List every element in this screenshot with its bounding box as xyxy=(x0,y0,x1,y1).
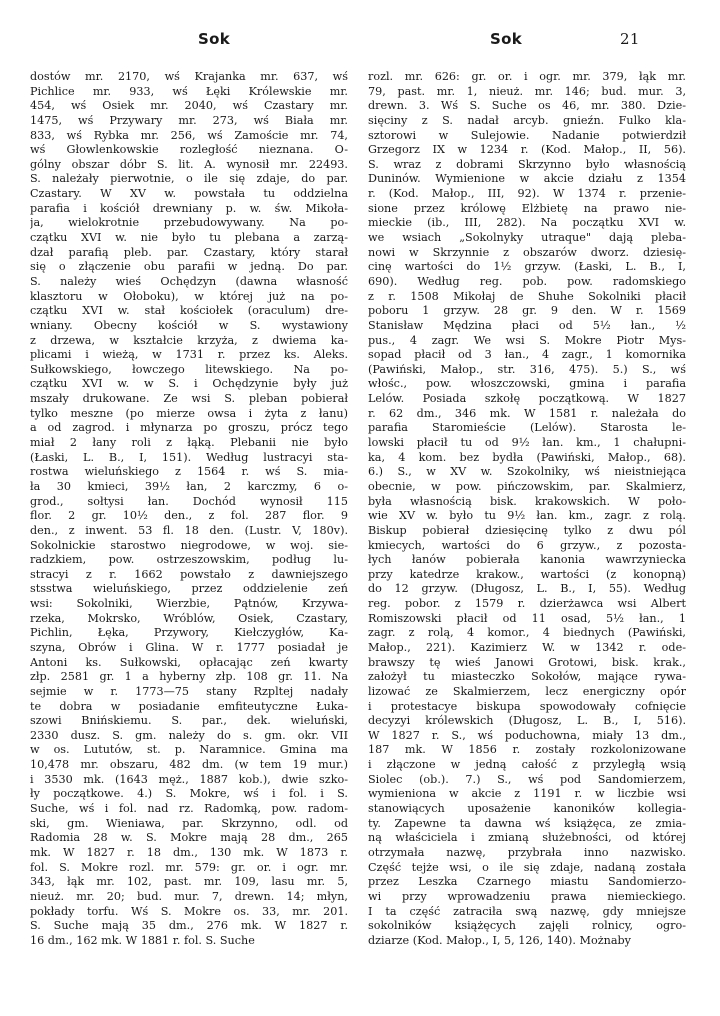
text-line: Lelów. Posiada szkołę początkową. W 1827 xyxy=(368,392,686,406)
text-line: S. Suche mają 35 dm., 276 mk. W 1827 r. xyxy=(30,919,348,933)
text-line: miał 2 łany roli z łąką. Plebanii nie było xyxy=(30,436,348,450)
text-line: ski, gm. Wieniawa, par. Skrzynno, odl. od xyxy=(30,816,348,830)
text-line: szowi Bnińskiemu. S. par., dek. wieluński, xyxy=(30,714,348,728)
text-column-right xyxy=(368,70,686,948)
text-line: 187 mk. W 1856 r. zostały rozkolonizowane xyxy=(368,743,686,757)
text-line: pokłady torfu. Wś S. Mokre os. 33, mr. 201. xyxy=(30,904,348,918)
text-line: sopad płacił od 3 łan., 4 zagr., 1 komornika xyxy=(368,348,686,362)
text-line: klasztoru w Ołoboku), w której już na po- xyxy=(30,289,348,303)
text-line: I ta część zatraciła swą nazwę, gdy mniejsze xyxy=(368,904,686,918)
text-line: lowski płacił tu od 9½ łan. km., 1 chałupni- xyxy=(368,436,686,450)
text-line: i złączone w jedną całość z przyległą wsią xyxy=(368,758,686,772)
text-line: ty. Zapewne ta dawna wś książęca, ze zmia- xyxy=(368,816,686,830)
text-line: mk. W 1827 r. 18 dm., 130 mk. W 1873 r. xyxy=(30,845,348,859)
running-head-right: Sok xyxy=(490,30,522,48)
text-line: sztorowi w Sulejowie. Nadanie potwierdził xyxy=(368,128,686,142)
text-line: reg. pobor. z 1579 r. dzierżawca wsi Albert xyxy=(368,597,686,611)
text-line: Radomia 28 w. S. Mokre mają 28 dm., 265 xyxy=(30,831,348,845)
text-line: mszały drukowane. Ze wsi S. pleban pobierał xyxy=(30,392,348,406)
text-line: lizować ze Skalmierzem, lecz energiczny opór xyxy=(368,684,686,698)
text-line: z drzewa, w kształcie krzyża, z dwiema ka- xyxy=(30,333,348,347)
text-line: kmiecych, wartości do 6 grzyw., z pozosta- xyxy=(368,538,686,552)
text-line: sokolników książęcych zajęli rolnicy, ogro- xyxy=(368,919,686,933)
text-line: r. 62 dm., 346 mk. W 1581 r. należała do xyxy=(368,406,686,420)
text-line: brawszy tę wieś Janowi Grotowi, bisk. krak., xyxy=(368,655,686,669)
running-head-left: Sok xyxy=(198,30,230,48)
text-line: radzkiem, pow. ostrzeszowskim, podług lu- xyxy=(30,553,348,567)
text-line: stsstwa wieluńskiego, przez oddzielenie zeń xyxy=(30,582,348,596)
text-line: Sułkowskiego, łowczego litewskiego. Na po- xyxy=(30,362,348,376)
text-line: czątku XVI w. nie było tu plebana a zarzą- xyxy=(30,231,348,245)
text-line: wsi: Sokolniki, Wierzbie, Pątnów, Krzywa- xyxy=(30,597,348,611)
text-line: Biskup pobierał dziesięcinę tylko z dwu pól xyxy=(368,523,686,537)
text-line: W 1827 r. S., wś poduchowna, miały 13 dm., xyxy=(368,728,686,742)
text-line: stracyi z r. 1662 powstało z dawniejszego xyxy=(30,567,348,581)
text-line: i protestacye biskupa spowodowały cofnięcie xyxy=(368,699,686,713)
text-line: ła 30 kmieci, 39½ łan, 2 karczmy, 6 o- xyxy=(30,479,348,493)
text-line: wymieniona w akcie z 1191 r. w liczbie wsi xyxy=(368,787,686,801)
text-line: Antoni ks. Sułkowski, opłacając zeń kwarty xyxy=(30,655,348,669)
text-line: Część tejże wsi, o ile się zdaje, nadaną została xyxy=(368,860,686,874)
text-line: poboru 1 grzyw. 28 gr. 9 den. W r. 1569 xyxy=(368,304,686,318)
text-line: nowi w Skrzynnie z obszarów dworz. dziesię- xyxy=(368,245,686,259)
text-line: rostwa wieluńskiego z 1564 r. wś S. mia- xyxy=(30,465,348,479)
text-line: zagr. z rolą, 4 komor., 4 biednych (Pawiński, xyxy=(368,626,686,640)
text-line: sejmie w r. 1773—75 stany Rzpltej nadały xyxy=(30,684,348,698)
text-line: Siolec (ob.). 7.) S., wś pod Sandomierzem, xyxy=(368,772,686,786)
text-line: drewn. 3. Wś S. Suche os 46, mr. 380. Dzie- xyxy=(368,99,686,113)
text-line: dziarze (Kod. Małop., I, 5, 126, 140). Możnaby xyxy=(368,933,631,947)
page-number: 21 xyxy=(620,30,640,48)
text-line: Sokolnickie starostwo niegrodowe, w woj. sie- xyxy=(30,538,348,552)
text-line: mieckie (ib., III, 282). Na początku XVI w. xyxy=(368,216,686,230)
text-line: przez Leszka Czarnego miastu Sandomierzo- xyxy=(368,875,686,889)
text-line: tylko meszne (po mierze owsa i żyta z łanu) xyxy=(30,406,348,420)
text-line: fol. S. Mokre rozl. mr. 579: gr. or. i ogr. mr. xyxy=(30,860,348,874)
text-line: dostów mr. 2170, wś Krajanka mr. 637, wś xyxy=(30,70,348,83)
text-line: 833, wś Rybka mr. 256, wś Zamoście mr. 74, xyxy=(30,128,348,142)
text-line: we wsiach „Sokolnyky utraque" dają pleba- xyxy=(368,231,686,245)
text-line: stanowiących uposażenie kanoników kollegia- xyxy=(368,802,686,816)
text-line: z r. 1508 Mikołaj de Shuhe Sokolniki płacił xyxy=(368,289,686,303)
text-line: i 3530 mk. (1643 męż., 1887 kob.), dwie szko- xyxy=(30,772,348,786)
text-line: decyzyi królewskich (Długosz, L. B., I, 516). xyxy=(368,714,686,728)
text-line: 2330 dusz. S. gm. należy do s. gm. okr. VII xyxy=(30,728,348,742)
text-line: rzeka, Mokrsko, Wróblów, Osiek, Czastary, xyxy=(30,611,348,625)
text-line: flor. 2 gr. 10½ den., z fol. 287 flor. 9 xyxy=(30,509,348,523)
text-line: 6.) S., w XV w. Szokolniky, wś nieistniejąca xyxy=(368,465,686,479)
text-line: (Łaski, L. B., I, 151). Według lustracyi sta- xyxy=(30,450,348,464)
text-line: obecnie, w pow. pińczowskim, par. Skalmierz, xyxy=(368,479,686,493)
text-line: te dobra w posiadanie emfiteutyczne Łuka- xyxy=(30,699,348,713)
text-line: włośc., pow. włoszczowski, gmina i parafia xyxy=(368,377,686,391)
text-column-left xyxy=(30,70,348,948)
text-line: złp. 2581 gr. 1 a hyberny złp. 108 gr. 11. Na xyxy=(30,670,348,684)
text-line: S. należy wieś Ochędzyn (dawna własność xyxy=(30,274,348,288)
text-line: 1475, wś Przywary mr. 273, wś Biała mr. xyxy=(30,113,348,127)
text-line: r. (Kod. Małop., III, 92). W 1374 r. przenie- xyxy=(368,187,686,201)
text-line: a od zagrod. i młynarza po groszu, prócz tego xyxy=(30,421,348,435)
text-line: ły początkowe. 4.) S. Mokre, wś i fol. i S. xyxy=(30,787,348,801)
text-line: Pichlice mr. 933, wś Łęki Królewskie mr. xyxy=(30,84,348,98)
text-line: łych łanów pobierała kanonia wawrzyniecka xyxy=(368,553,686,567)
text-line: czątku XVI w. stał kościołek (oraculum) dre- xyxy=(30,304,348,318)
text-line: ka, 4 kom. bez bydła (Pawiński, Małop., 68). xyxy=(368,450,686,464)
text-line: pus., 4 zagr. We wsi S. Mokre Piotr Mys- xyxy=(368,333,686,347)
text-line: wie XV w. było tu 9½ łan. km., zagr. z rolą. xyxy=(368,509,686,523)
text-line: 16 dm., 162 mk. W 1881 r. fol. S. Suche xyxy=(30,933,255,947)
text-line: den., z inwent. 53 fl. 18 den. (Lustr. V, 180v). xyxy=(30,523,348,537)
text-line: nieuż. mr. 20; bud. mur. 7, drewn. 14; młyn, xyxy=(30,889,348,903)
text-line: ja, wielokrotnie przebudowywany. Na po- xyxy=(30,216,348,230)
text-line: Romiszowski płacił od 11 osad, 5½ łan., 1 xyxy=(368,611,686,625)
text-line: Małop., 221). Kazimierz W. w 1342 r. ode- xyxy=(368,640,686,654)
text-line: była własnością bisk. krakowskich. W poło- xyxy=(368,494,686,508)
text-line: w os. Lututów, st. p. Naramnice. Gmina ma xyxy=(30,743,348,757)
text-line: 10,478 mr. obszaru, 482 dm. (w tem 19 mur.) xyxy=(30,758,348,772)
text-line: wi przy wprowadzeniu prawa niemieckiego. xyxy=(368,889,686,903)
text-line: ną właściciela i zmianą służebności, od której xyxy=(368,831,686,845)
text-line: szyna, Obrów i Glina. W r. 1777 posiadał je xyxy=(30,640,348,654)
text-line: grod., sołtysi łan. Dochód wynosił 115 xyxy=(30,494,348,508)
text-line: się o złączenie obu parafii w jedną. Do par. xyxy=(30,260,348,274)
text-line: Stanisław Mędzina płaci od 5½ łan., ½ xyxy=(368,318,686,332)
text-line: Czastary. W XV w. powstała tu oddzielna xyxy=(30,187,348,201)
text-line: 454, wś Osiek mr. 2040, wś Czastary mr. xyxy=(30,99,348,113)
text-line: gólny obszar dóbr S. lit. A. wynosił mr. 22493. xyxy=(30,157,348,171)
text-line: S. wraz z dobrami Skrzynno było własnością xyxy=(368,157,686,171)
text-line: wniany. Obecny kościół w S. wystawiony xyxy=(30,318,348,332)
text-line: Suche, wś i fol. nad rz. Radomką, pow. radom- xyxy=(30,802,348,816)
text-line: 343, łąk mr. 102, past. mr. 109, lasu mr. 5, xyxy=(30,875,348,889)
text-line: Duninów. Wymienione w akcie działu z 1354 xyxy=(368,172,686,186)
text-line: parafia Staromieście (Lelów). Starosta le- xyxy=(368,421,686,435)
text-line: S. należały pierwotnie, o ile się zdaje, do par. xyxy=(30,172,348,186)
text-line: dzał parafią pleb. par. Czastary, który starał xyxy=(30,245,348,259)
text-line: wś Głowlenkowskie rozległość nieznana. O- xyxy=(30,143,348,157)
text-line: cinę wartości do 1½ grzyw. (Łaski, L. B., I, xyxy=(368,260,686,274)
text-line: 79, past. mr. 1, nieuż. mr. 146; bud. mur. 3, xyxy=(368,84,686,98)
text-line: do 12 grzyw. (Długosz, L. B., I, 55). Według xyxy=(368,582,686,596)
text-line: otrzymała nazwę, przybrała inno nazwisko. xyxy=(368,845,686,859)
text-line: plicami i wieżą, w 1731 r. przez ks. Aleks. xyxy=(30,348,348,362)
text-line: Pichlin, Łęka, Przywory, Kiełczygłów, Ka- xyxy=(30,626,348,640)
text-line: przy katedrze krakow., wartości (z konopną) xyxy=(368,567,686,581)
text-line: (Pawiński, Małop., str. 316, 475). 5.) S., wś xyxy=(368,362,686,376)
text-line: rozl. mr. 626: gr. or. i ogr. mr. 379, łąk mr. xyxy=(368,70,686,83)
text-line: sięciny z S. nadał arcyb. gnieźn. Fulko kla- xyxy=(368,113,686,127)
text-line: założył tu miasteczko Sokołów, mające rywa- xyxy=(368,670,686,684)
text-line: Grzegorz IX w 1234 r. (Kod. Małop., II, 56). xyxy=(368,143,686,157)
text-line: sione przez królowę Elżbietę na prawo nie- xyxy=(368,201,686,215)
text-line: czątku XVI w. w S. i Ochędzynie były już xyxy=(30,377,348,391)
text-line: 690). Według reg. pob. pow. radomskiego xyxy=(368,274,686,288)
text-line: parafia i kościół drewniany p. w. św. Mikoła- xyxy=(30,201,348,215)
